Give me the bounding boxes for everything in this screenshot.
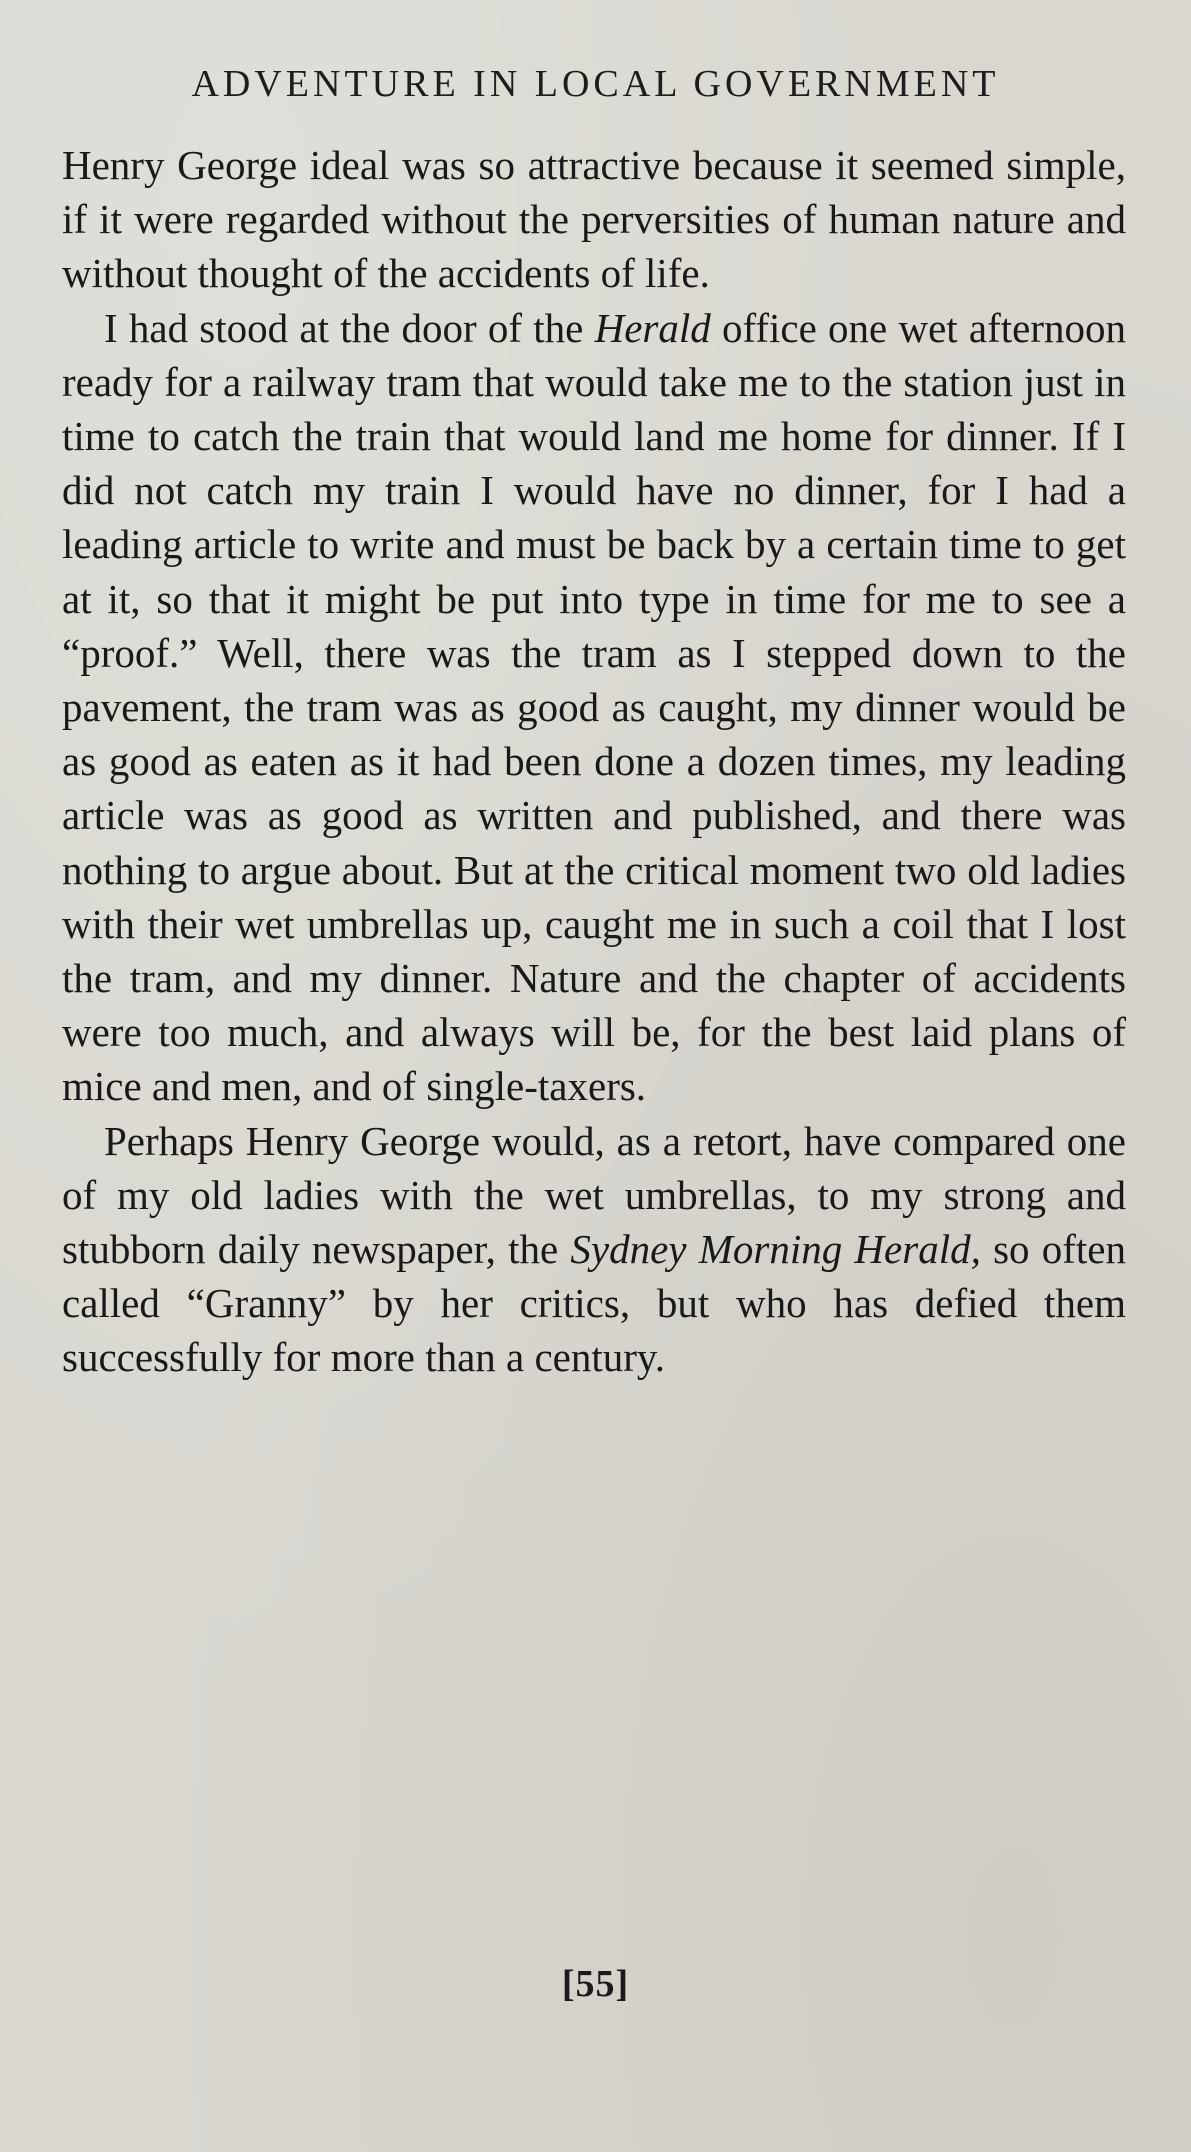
running-head: ADVENTURE IN LOCAL GOVERNMENT: [191, 63, 1000, 105]
paragraph-2-text-end: office one wet afternoon ready for a railway tram that would take me to the station just in time to catch the train that would land me home for dinner. If I did not catch my train I would have no dinner, for I had a leading article to write and must be back by a certain time to get at it, so that it might be put into type in time for me to see a “proof.” Well, there was the tram as I stepped down to the pavement, the tram was as good as caught, my dinner would be as good as eaten as it had been done a dozen times, my leading article was as good as written and published, and there was nothing to argue about. But at the critical moment two old ladies with their wet umbrellas up, caught me in such a coil that I lost the tram, and my dinner. Nature and the chapter of accidents were too much, and always will be, for the best laid plans of mice and men, and of single-taxers.: [62, 304, 1126, 1110]
paragraph-2: [62, 301, 1126, 1114]
paragraph-2-text-start: I had stood at the door of the: [104, 304, 595, 351]
herald-italic: Herald: [594, 304, 711, 351]
newspaper-title-italic: Sydney Morning Herald,: [570, 1226, 981, 1273]
page-number: [55]: [561, 1963, 630, 2005]
paragraph-3-text-start: Perhaps Henry George would, as a retort, have compared one of my old ladies with the wet umbrellas, to my strong and stubborn daily newspaper, the: [62, 1117, 1126, 1273]
paragraph-1: [62, 138, 1126, 301]
paragraph-1-text: Henry George ideal was so attractive because it seemed simple, if it were regarded without the perversities of human nature and without thought of the accidents of life.: [62, 142, 1126, 297]
paragraph-3: [62, 1114, 1126, 1385]
body-text: [62, 138, 1126, 1385]
paragraph-3-text-end: so often called “Granny” by her critics, but who has defied them successfully for more than a century.: [62, 1226, 1126, 1381]
